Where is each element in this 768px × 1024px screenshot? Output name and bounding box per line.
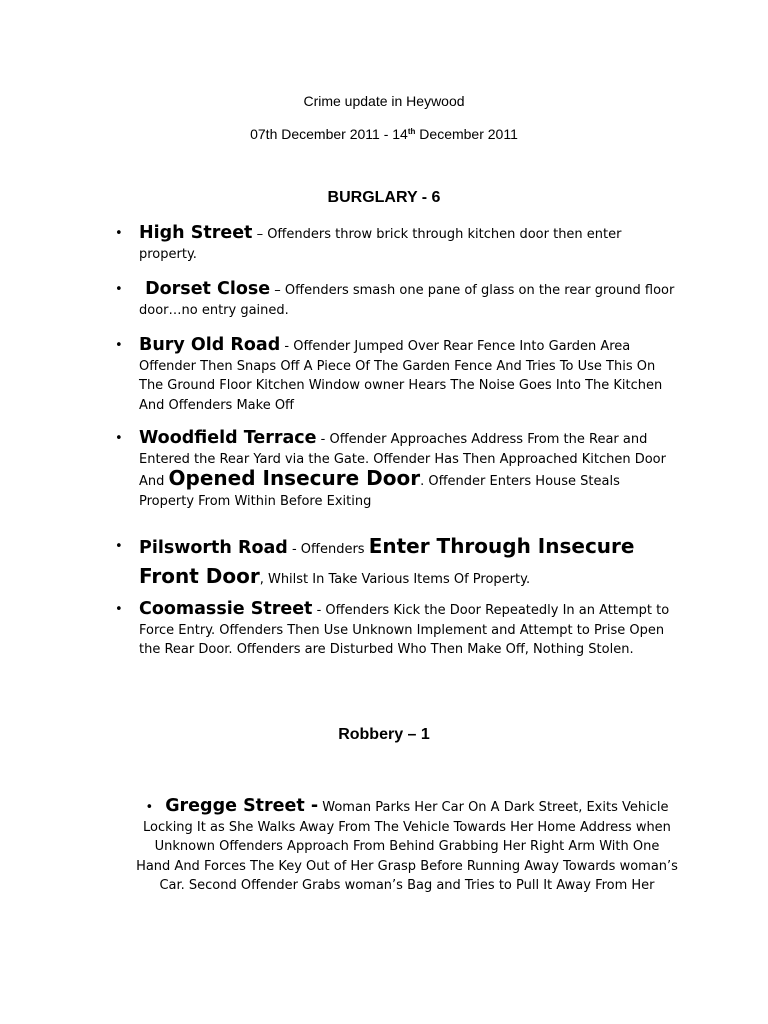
bullet-icon: • [115, 602, 123, 617]
date-range [0, 123, 768, 143]
burglary-heading: BURGLARY - 6 [327, 189, 441, 206]
list-item [115, 279, 675, 320]
bullet-icon: • [115, 226, 123, 241]
date-end: December 2011 [415, 126, 518, 142]
item-location: Pilsworth Road [139, 538, 288, 558]
item-description: - Offenders Kick the Door Repeatedly In an Attempt to Force Entry. Offenders Then Use Unknown Implement and Attempt to Prise Open the Rear Door. Offenders are Disturbed Who Then Make Off, Nothing Stolen. [139, 603, 670, 657]
item-description: Woman Parks Her Car On A Dark Street, Exits Vehicle Locking It as She Walks Away From The Vehicle Towards Her Home Address when Unknown Offenders Approach From Behind Grabbing Her Right Arm With One Hand And Forces The Key Out of Her Grasp Before Running Away Towards woman’s Car. Second Offender Grabs woman’s Bag and Tries to Pull It Away From Her [136, 800, 678, 893]
item-description-end: . Offender Enters House Steals Property From Within Before Exiting [139, 474, 620, 509]
item-location: Woodfield Terrace [139, 428, 317, 448]
list-item [115, 599, 675, 660]
item-location: Dorset Close [139, 279, 271, 299]
list-item [115, 428, 675, 511]
item-emphasis: Enter Through Insecure Front Door [139, 534, 635, 588]
item-description: – Offenders smash one pane of glass on the rear ground floor door…no entry gained. [139, 283, 675, 318]
item-location: Gregge Street - [165, 796, 319, 816]
list-item [136, 797, 678, 896]
document-title: Crime update in Heywood [303, 93, 465, 109]
item-description: - Offenders [287, 542, 369, 557]
list-item [115, 335, 675, 415]
item-description: - Offender Approaches Address From the Rear and Entered the Rear Yard via the Gate. Offender Has Then Approached Kitchen Door And [139, 432, 666, 489]
bullet-icon: • [115, 338, 123, 353]
list-item [115, 533, 675, 593]
item-location: Bury Old Road [139, 335, 281, 355]
item-description: – Offenders throw brick through kitchen door then enter property. [139, 227, 622, 262]
bullet-icon: • [115, 539, 123, 554]
bullet-icon: • [145, 800, 154, 815]
robbery-heading: Robbery – 1 [338, 726, 430, 743]
item-description: - Offender Jumped Over Rear Fence Into Garden Area Offender Then Snaps Off A Piece Of The Garden Fence And Tries To Use This On The Ground Floor Kitchen Window owner Hears The Noise Goes Into The Kitchen And Offenders Make Off [139, 339, 663, 413]
item-location: High Street [139, 223, 253, 243]
date-superscript: th [407, 127, 416, 136]
bullet-icon: • [115, 431, 123, 446]
item-location: Coomassie Street [139, 599, 313, 619]
date-start: 07th December 2011 - 14 [250, 126, 408, 142]
bullet-icon: • [115, 282, 123, 297]
list-item [115, 223, 675, 264]
item-description-end: , Whilst In Take Various Items Of Property. [259, 572, 531, 587]
item-emphasis: Opened Insecure Door [168, 466, 421, 490]
